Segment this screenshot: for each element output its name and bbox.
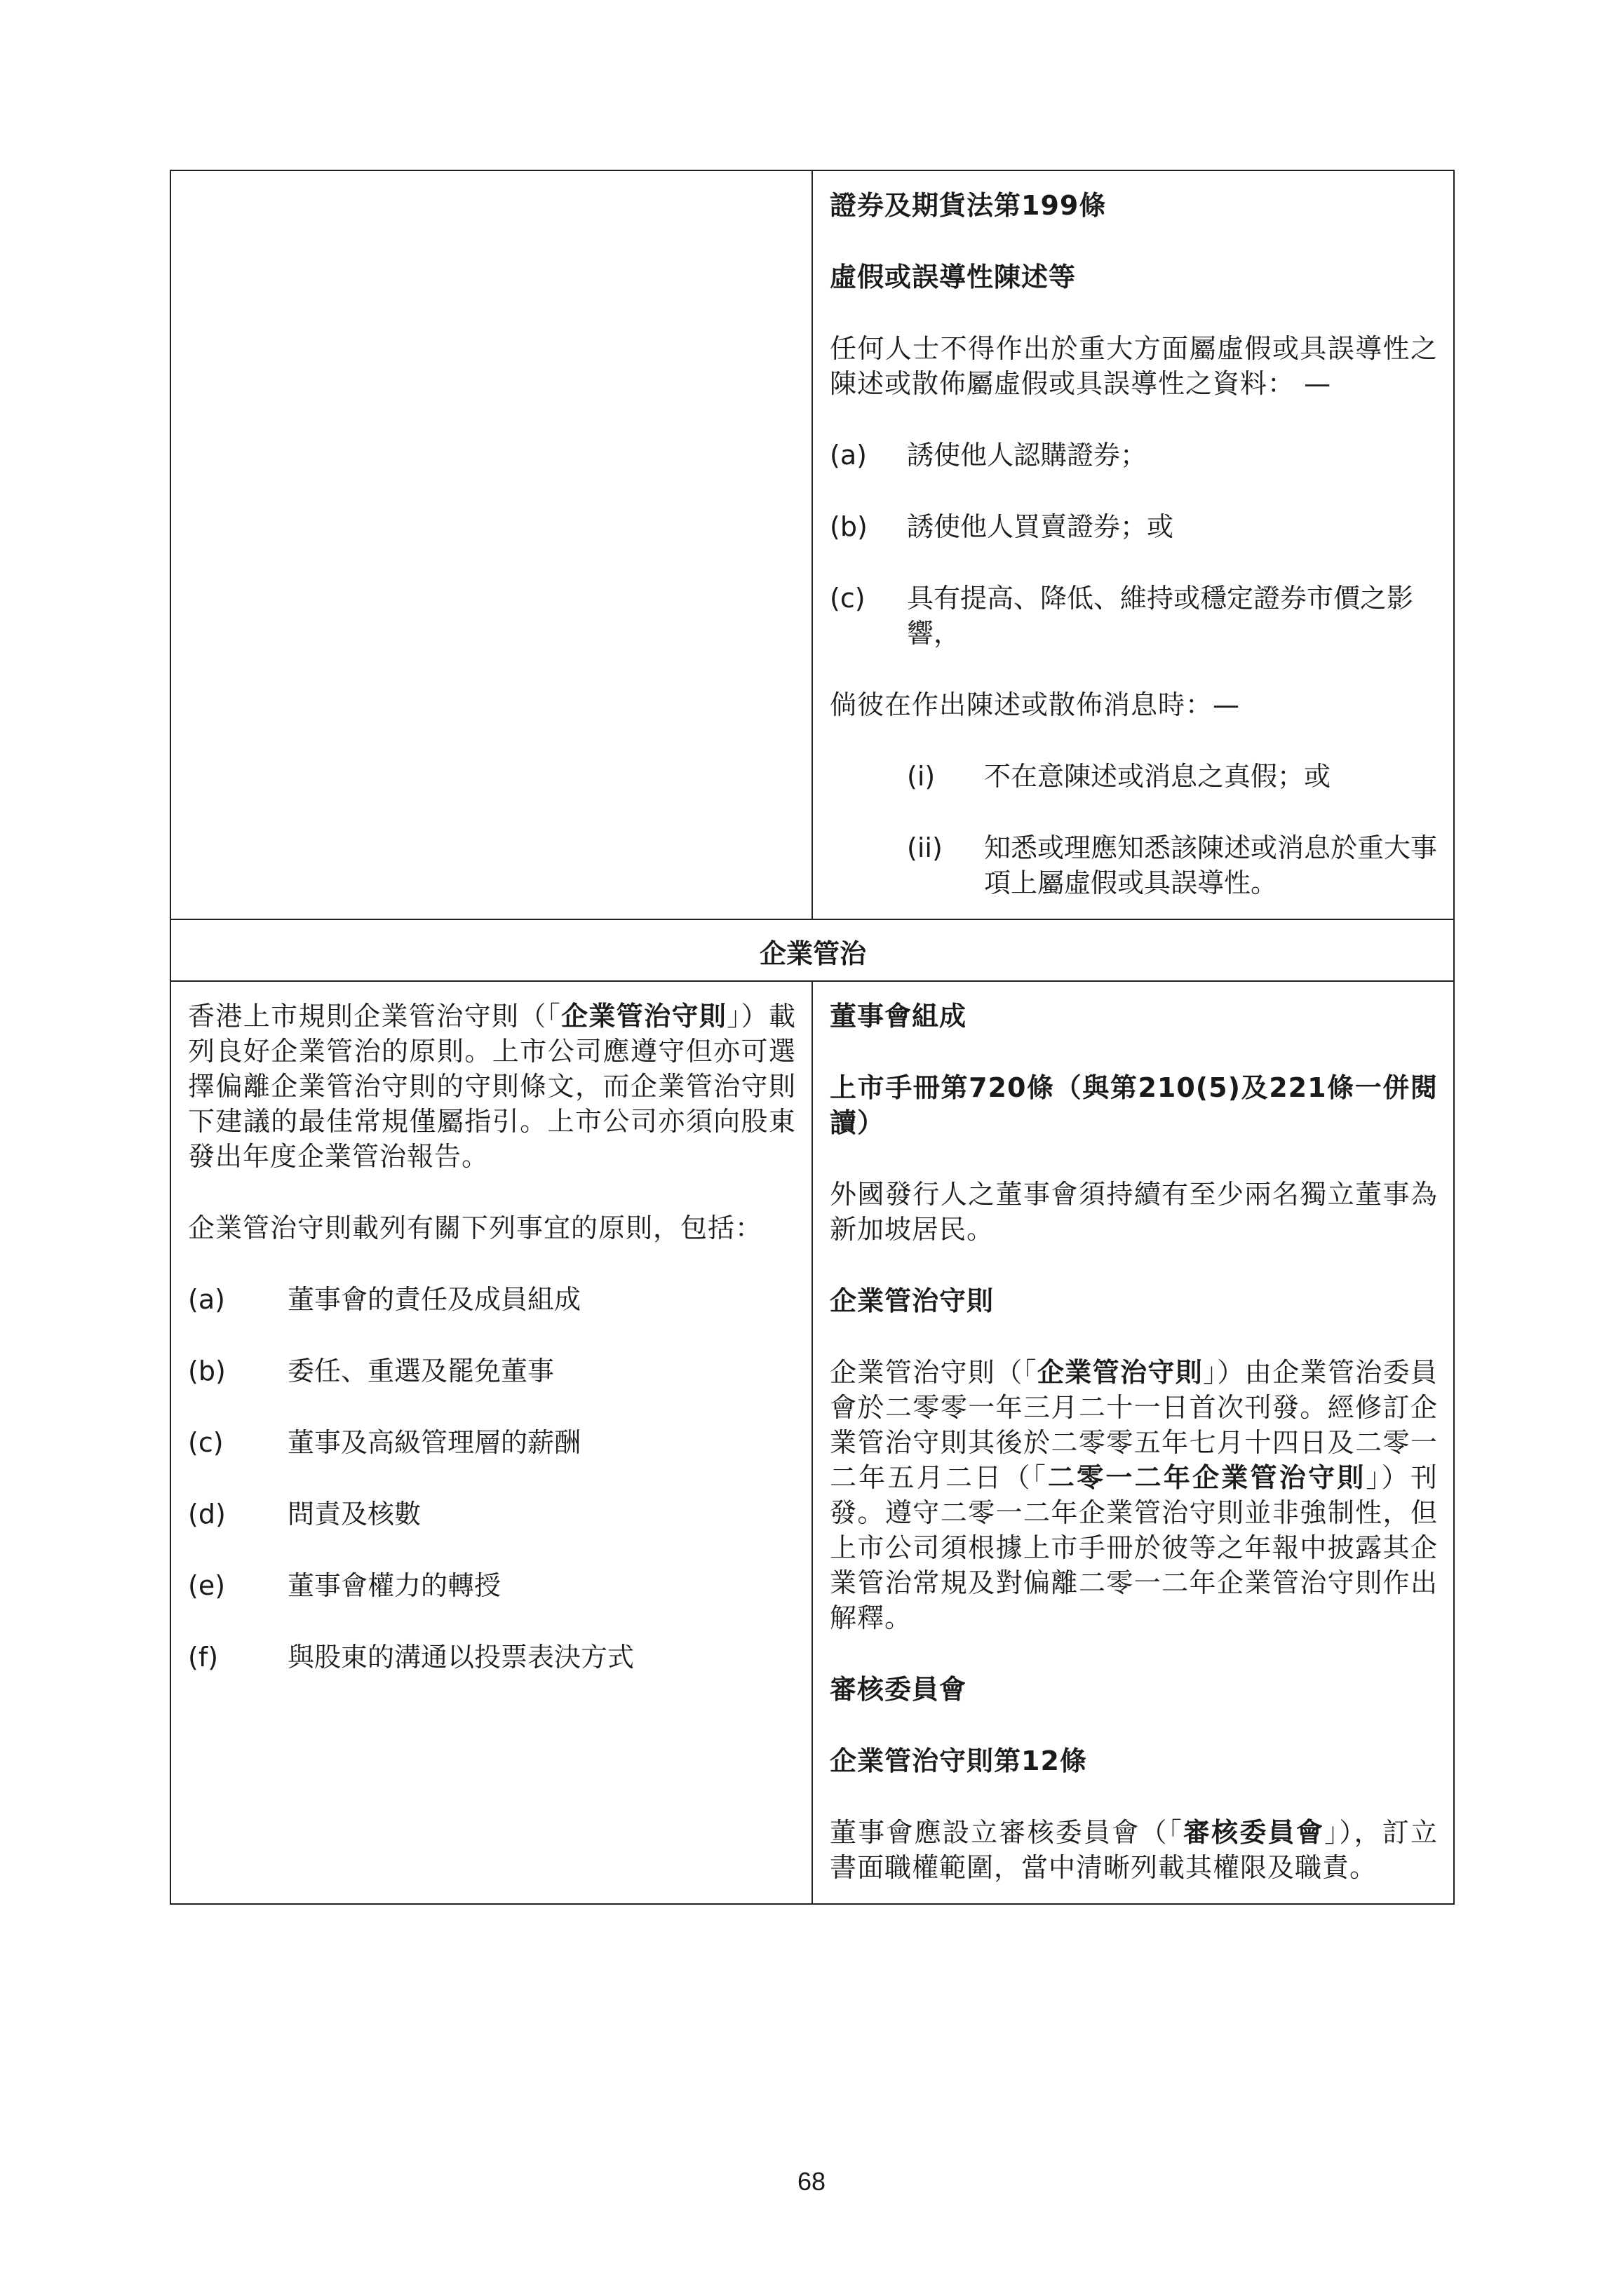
board-composition-heading: 董事會組成 [830,1001,967,1032]
code-12-heading: 企業管治守則第12條 [830,1745,1087,1776]
sfo-item-c [830,581,1438,651]
subitem-marker: (ii) [907,832,943,863]
item-marker: (f) [188,1642,219,1673]
hk-item-d [188,1497,796,1532]
subitem-text: 不在意陳述或消息之真假；或 [984,761,1331,792]
item-marker: (a) [830,440,867,471]
governance-row [170,981,1454,1904]
hk-item-c [188,1425,796,1460]
hk-item-b [188,1353,796,1389]
defined-term: 審核委員會 [1183,1817,1325,1848]
text-span: 企業管治守則（「 [830,1357,1037,1388]
item-text: 與股東的溝通以投票表決方式 [288,1642,635,1673]
text-span: 董事會應設立審核委員會（「 [830,1817,1183,1848]
item-text: 董事會權力的轉授 [288,1570,501,1601]
item-marker: (d) [188,1499,226,1529]
sfo-intro: 任何人士不得作出於重大方面屬虛假或具誤導性之陳述或散佈屬虛假或具誤導性之資料： — [830,333,1438,399]
sfo-item-a [830,438,1438,473]
sfo-subtitle: 虛假或誤導性陳述等 [830,262,1077,292]
sfo-right-cell [812,170,1454,919]
item-marker: (c) [830,583,866,614]
hk-item-a [188,1282,796,1317]
audit-committee-paragraph [830,1815,1438,1885]
defined-term: 企業管治守則 [1037,1357,1204,1388]
sfo-row [170,170,1454,919]
text-span: 」），訂立書面職權範圍，當中清晰列載其權限及職責。 [830,1817,1438,1883]
text-span: 香港上市規則企業管治守則（「 [188,1001,562,1032]
audit-committee-heading: 審核委員會 [830,1674,967,1705]
text-span: 」）刊發。遵守二零一二年企業管治守則並非強制性，但上市公司須根據上市手冊於彼等之年報中披露其企業管治常規及對偏離二零一二年企業管治守則作出解釋。 [830,1462,1438,1633]
item-text: 誘使他人買賣證券；或 [907,511,1174,542]
rule-720-heading: 上市手冊第720條（與第210(5)及221條一併閱讀） [830,1072,1438,1138]
item-marker: (a) [188,1284,225,1315]
item-text: 問責及核數 [288,1499,422,1529]
defined-term: 二零一二年企業管治守則 [1047,1462,1366,1493]
item-marker: (c) [188,1427,224,1458]
defined-term: 企業管治守則 [561,1001,727,1032]
sg-code-paragraph [830,1355,1438,1635]
item-text: 董事及高級管理層的薪酬 [288,1427,581,1458]
text-span: 」）載列良好企業管治的原則。上市公司應遵守但亦可選擇偏離企業管治守則的守則條文，而企業管治守則下建議的最佳常規僅屬指引。上市公司亦須向股東發出年度企業管治報告。 [188,1001,796,1172]
sfo-subitem-ii [907,830,1438,900]
item-text: 委任、重選及罷免董事 [288,1356,555,1386]
governance-header: 企業管治 [170,919,1454,981]
item-marker: (b) [830,511,868,542]
sfo-left-cell [170,170,812,919]
item-marker: (b) [188,1356,226,1386]
hk-item-e [188,1568,796,1603]
text-span: 」）由企業管治委員會於二零零一年三月二十一日首次刊發。經修訂企業管治守則其後於二零零五年七月十四日及二零一二年五月二日（「 [830,1357,1438,1493]
governance-right-cell [812,981,1454,1904]
sfo-title: 證券及期貨法第199條 [830,190,1107,221]
item-text: 誘使他人認購證券； [907,440,1147,471]
sg-code-heading: 企業管治守則 [830,1285,995,1316]
governance-header-row [170,919,1454,981]
sfo-condition: 倘彼在作出陳述或散佈消息時：— [830,689,1241,720]
sfo-subitem-i [907,759,1438,794]
governance-left-cell [170,981,812,1904]
hk-item-f [188,1640,796,1675]
item-text: 具有提高、降低、維持或穩定證券市價之影響， [907,583,1414,649]
subitem-text: 知悉或理應知悉該陳述或消息於重大事項上屬虛假或具誤導性。 [984,832,1438,898]
page-number: 68 [797,2167,826,2196]
subitem-marker: (i) [907,761,936,792]
board-composition-paragraph: 外國發行人之董事會須持續有至少兩名獨立董事為新加坡居民。 [830,1179,1438,1245]
sfo-item-b [830,509,1438,544]
item-marker: (e) [188,1570,226,1601]
hk-principles-intro: 企業管治守則載列有關下列事宜的原則，包括： [188,1213,763,1243]
comparison-table [170,170,1455,1905]
item-text: 董事會的責任及成員組成 [288,1284,581,1315]
hk-code-paragraph [188,999,796,1174]
